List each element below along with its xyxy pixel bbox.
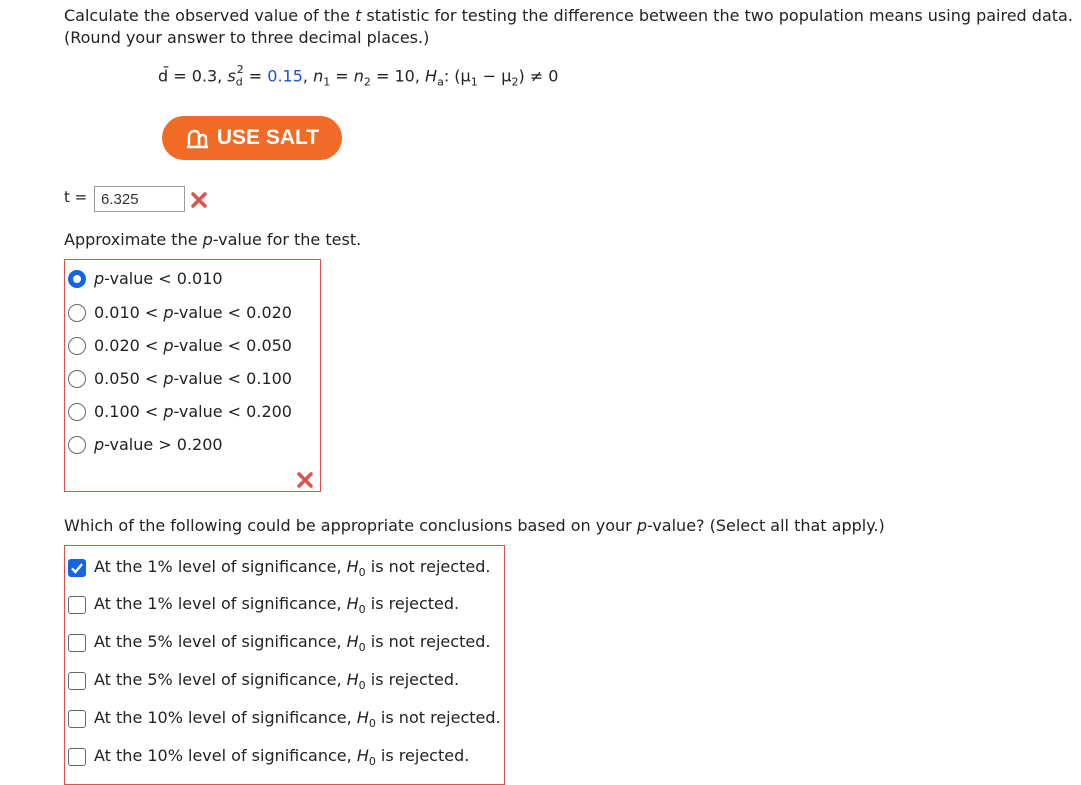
radio-button[interactable] (68, 403, 86, 421)
conclusion-label: At the 1% level of significance, $H_0$ is rejected. (94, 594, 460, 617)
pvalue-option[interactable] (68, 303, 292, 322)
pvalue-option-label: 0.050 < p-value < 0.100 (94, 369, 292, 388)
t-answer-input[interactable] (94, 186, 185, 212)
t-label: t = (64, 188, 88, 206)
question-2-text: Approximate the p-value for the test. (64, 230, 362, 249)
radio-button[interactable] (68, 270, 86, 288)
checkbox[interactable] (68, 634, 86, 652)
radio-button[interactable] (68, 337, 86, 355)
conclusion-option[interactable] (68, 670, 459, 692)
radio-button[interactable] (68, 370, 86, 388)
conclusion-option[interactable] (68, 708, 501, 730)
conclusion-label: At the 5% level of significance, $H_0$ is not rejected. (94, 632, 491, 655)
question-3-text: Which of the following could be appropriate conclusions based on your p-value? (Select all that apply.) (64, 516, 885, 535)
checkbox[interactable] (68, 672, 86, 690)
conclusion-label: At the 5% level of significance, $H_0$ is rejected. (94, 670, 460, 693)
checkbox[interactable] (68, 748, 86, 766)
conclusion-option[interactable] (68, 594, 459, 616)
x-mark-icon (190, 191, 208, 209)
pvalue-option-label: 0.100 < p-value < 0.200 (94, 402, 292, 421)
checkbox[interactable] (68, 559, 86, 577)
use-salt-button[interactable] (162, 116, 342, 160)
conclusion-option[interactable] (68, 632, 490, 654)
pvalue-option-label: 0.010 < p-value < 0.020 (94, 303, 292, 322)
pvalue-option[interactable] (68, 369, 292, 388)
pvalue-option-label: p-value < 0.010 (94, 269, 223, 288)
conclusion-option[interactable] (68, 746, 469, 768)
pvalue-option-label: 0.020 < p-value < 0.050 (94, 336, 292, 355)
radio-button[interactable] (68, 436, 86, 454)
pvalue-option[interactable] (68, 402, 292, 421)
pvalue-option[interactable] (68, 269, 223, 288)
conclusion-label: At the 10% level of significance, $H_0$ is not rejected. (94, 708, 501, 731)
checkbox[interactable] (68, 596, 86, 614)
given-values: d̄ = 0.3, $s_d^2 = 0.15$, $n_1 = n_2 = 10$, $H_a$: $(\mu_1 - \mu_2) \ne 0$ (158, 63, 559, 89)
conclusion-option[interactable] (68, 557, 490, 579)
x-mark-icon (296, 471, 314, 489)
pvalue-option[interactable] (68, 435, 223, 454)
question-1-text: Calculate the observed value of the t statistic for testing the difference between the two population means using paired data. (Round your answer to three decimal places.) (64, 6, 1073, 47)
conclusion-label: At the 10% level of significance, $H_0$ is rejected. (94, 746, 470, 769)
use-salt-label: USE SALT (216, 126, 320, 149)
radio-button[interactable] (68, 304, 86, 322)
check-icon (70, 561, 84, 575)
conclusion-label: At the 1% level of significance, $H_0$ is not rejected. (94, 557, 491, 580)
salt-icon (185, 126, 209, 150)
pvalue-option[interactable] (68, 336, 292, 355)
checkbox[interactable] (68, 710, 86, 728)
pvalue-option-label: p-value > 0.200 (94, 435, 223, 454)
